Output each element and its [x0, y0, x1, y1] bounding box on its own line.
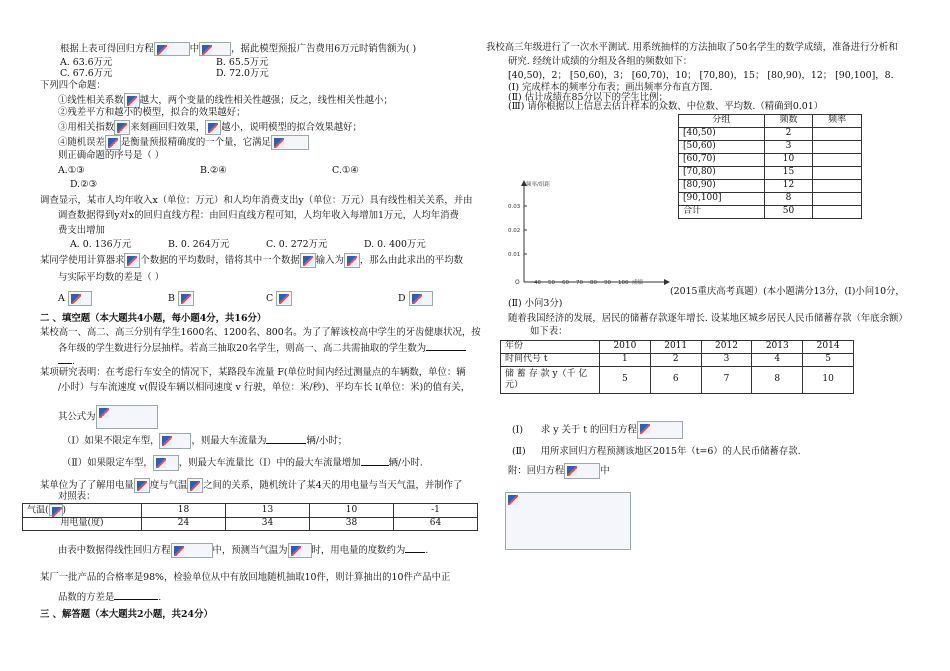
f2-line2: /小时）与车流速度 v(假设车辆以相同速度 v 行驶，单位：米/秒)、平均车长 l(单位：米)的值有关，: [58, 382, 471, 393]
x-axis-label: 成绩: [632, 280, 644, 286]
f1-line1: 某校高一、高二、高三分别有学生1600名、1200名、800名。为了了解该校高中学生的牙齿健康状况，按: [40, 327, 481, 338]
table-row: [501, 341, 854, 354]
table-row: [679, 180, 862, 193]
q1-option-a: A. 63.6万元: [60, 57, 113, 68]
table-cell: 3: [701, 354, 752, 367]
x-tick-label: 90: [604, 280, 611, 286]
table-cell: 2013: [752, 341, 803, 354]
q1-option-b: B. 65.5万元: [216, 57, 269, 68]
x-tick-label: 40: [534, 280, 541, 286]
savings-table: [500, 340, 854, 394]
p1-line3: [40,50)，2； [50,60)，3； [60,70)，10； [70,80)，15； [80,90)，12； [90,100]，8.: [508, 70, 894, 81]
q2-option-d: D.②③: [70, 179, 97, 190]
table-row: [501, 354, 854, 367]
p1-line1: 我校高三年级进行了一次水平测试. 用系统抽样的方法抽取了50名学生的数学成绩，准备进行分析和: [486, 42, 898, 53]
table-cell: 用电量(度): [23, 517, 142, 530]
q4-option-a: A: [58, 291, 92, 306]
formula-image-icon: [134, 478, 150, 493]
p2-line1: 随着我国经济的发展，居民的储蓄存款逐年增长. 设某地区城乡居民人民币储蓄存款（年底余额）: [508, 313, 908, 324]
table-cell: [813, 128, 862, 141]
q2-intro: 下列四个命题：: [40, 80, 106, 91]
q3-option-a: A. 0. 136万元: [70, 239, 132, 250]
q2-ask: 则正确命题的序号是（ ）: [58, 150, 165, 161]
frequency-table: [678, 114, 862, 219]
table-cell: [70,80): [679, 167, 765, 180]
table-cell: [813, 141, 862, 154]
table-cell: [813, 167, 862, 180]
formula-image-icon: [154, 42, 190, 56]
f3-line1: 某单位为了了解用电量 度与气温 之间的关系，随机统计了某4天的用电量与当天气温，并制作了: [40, 480, 463, 491]
f1-line3: .: [58, 354, 75, 368]
q3-line1: 调查显示，某市人均年收入x（单位：万元）和人均年消费支出y（单位：万元）具有线性相关关系，并由: [40, 195, 473, 206]
formula-image-icon: [409, 291, 433, 306]
table-cell: 10: [803, 367, 854, 394]
formula-image-icon: [171, 543, 213, 558]
q4-option-b: B: [168, 291, 194, 306]
table-row: [23, 517, 478, 530]
table-row: [23, 504, 478, 518]
table-cell: [80,90): [679, 180, 765, 193]
table-cell: 气温( ): [23, 504, 142, 518]
formula-image-icon: [49, 504, 63, 516]
table-cell: 时间代号 t: [501, 354, 600, 367]
q2-option-c: C.①④: [332, 165, 359, 176]
q3-line3: 费支出增加: [58, 225, 105, 236]
table-cell: 储 蓄 存 款 y（千 亿 元）: [501, 367, 600, 394]
f3-line2: 对照表：: [58, 491, 96, 502]
answer-blank[interactable]: [114, 590, 158, 600]
q2-option-a: A.①③: [58, 165, 85, 176]
table-cell: 2: [650, 354, 701, 367]
f2-sub2: （Ⅱ）如果限定车型， ，则最大车流量比（Ⅰ）中的最大车流量增加 辆/小时.: [62, 455, 423, 471]
f3-answer-line: 由表中数据得线性回归方程 中，预测当气温为 时，用电量的度数约为 .: [58, 545, 429, 556]
formula-image-icon: [205, 120, 221, 135]
q2-line1: ①线性相关系数 越大，两个变量的线性相关性越强；反之，线性相关性越小；: [58, 95, 393, 106]
table-cell: 18: [142, 504, 226, 518]
formula-image-icon: [96, 405, 158, 429]
f1-line2: 各年级的学生数进行分层抽样。若高三抽取20名学生，则高一、高二共需抽取的学生数为: [58, 341, 466, 355]
table-cell: 15: [764, 167, 813, 180]
table-cell: 13: [226, 504, 310, 518]
formula-image-icon: [288, 543, 312, 558]
q3-line2: 调查数据得到y对x的回归直线方程：由回归直线方程可知，人均年收入每增加1万元，人均年消费: [58, 210, 459, 221]
table-cell: 4: [752, 354, 803, 367]
y-axis-label: 频率/组距: [526, 182, 550, 188]
y-tick-label: 0.02: [508, 228, 521, 234]
q2-line2: ②残差平方和越小的模型，拟合的效果越好；: [58, 107, 246, 118]
p2-subscore: (Ⅱ) 小问3分): [508, 298, 563, 309]
table-row: [679, 128, 862, 141]
q2-line4: ④随机误差 是衡量预报精确度的一个量，它满足: [58, 135, 309, 150]
table-cell: [90,100]: [679, 193, 765, 206]
x-tick-label: 60: [562, 280, 569, 286]
origin-label: O: [515, 279, 520, 286]
table-cell: 2011: [650, 341, 701, 354]
table-cell: 1: [600, 354, 651, 367]
section-3-heading: 三 、解答题（本大题共2小题，共24分）: [40, 609, 213, 620]
table-row: [679, 167, 862, 180]
table-cell: 34: [226, 517, 310, 530]
table-cell: [60,70): [679, 154, 765, 167]
formula-image-icon: [505, 492, 631, 550]
formula-image-icon: [564, 463, 600, 479]
appendix-note: 附：回归方程 中: [508, 463, 610, 479]
p1-sub1: (Ⅰ) 完成样本的频率分布表；画出频率分布直方图.: [508, 82, 713, 93]
y-tick-label: 0.03: [508, 204, 521, 210]
table-header-cell: 频数: [764, 115, 813, 128]
table-cell: [813, 206, 862, 219]
q4-option-d: D: [398, 291, 433, 306]
table-row: [679, 193, 862, 206]
temperature-usage-table: [22, 503, 478, 531]
f2-line1: 某项研究表明：在考虑行车安全的情况下，某路段车流量 F(单位时间内经过测量点的车辆数，单位：辆: [40, 367, 466, 378]
table-cell: 5: [600, 367, 651, 394]
formula-image-icon: [178, 291, 194, 306]
table-cell: 年份: [501, 341, 600, 354]
table-header-row: [679, 115, 862, 128]
formula-image-icon: [637, 421, 683, 439]
table-cell: 5: [803, 354, 854, 367]
x-axis-arrow: [664, 279, 670, 285]
table-cell: 7: [701, 367, 752, 394]
table-cell: -1: [394, 504, 478, 518]
formula-image-icon: [124, 253, 140, 268]
table-cell: [50,60): [679, 141, 765, 154]
table-header-cell: 分组: [679, 115, 765, 128]
table-cell: 24: [142, 517, 226, 530]
x-tick-label: 70: [576, 280, 583, 286]
q3-option-b: B. 0. 264万元: [168, 239, 230, 250]
formula-image-icon: [153, 455, 179, 471]
formula-image-icon: [199, 42, 231, 56]
table-cell: 10: [310, 504, 394, 518]
q1-option-d: D. 72.0万元: [216, 68, 269, 79]
table-cell: 38: [310, 517, 394, 530]
q3-option-d: D. 0. 400万元: [364, 239, 426, 250]
table-cell: [813, 180, 862, 193]
p2-line2: 如下表：: [530, 326, 568, 337]
table-row: [679, 206, 862, 219]
table-cell: [40,50): [679, 128, 765, 141]
q4-line2: 与实际平均数的差是（ ）: [58, 272, 165, 283]
formula-image-icon: [124, 93, 140, 108]
formula-image-icon: [187, 478, 203, 493]
table-cell: 8: [752, 367, 803, 394]
f4-line1: 某厂一批产品的合格率是98%，检验单位从中有放回地随机抽取10件，则计算抽出的10件产品中正: [40, 572, 451, 583]
q2-option-b: B.②④: [200, 165, 227, 176]
formula-image-icon: [271, 135, 309, 150]
f4-line2: 品数的方差是 .: [58, 592, 162, 603]
table-row: [679, 154, 862, 167]
table-cell: 2014: [803, 341, 854, 354]
formula-image-icon: [68, 291, 92, 306]
q1-stem: 根据上表可得回归方程 中 ，据此模型预报广告费用6万元时销售额为( ): [60, 43, 417, 55]
table-cell: [813, 193, 862, 206]
table-cell: 2010: [600, 341, 651, 354]
answer-blank[interactable]: [266, 434, 306, 444]
x-tick-label: 100: [618, 280, 629, 286]
formula-image-icon: [300, 253, 316, 268]
p1-sub3: (Ⅲ) 请你根据以上信息去估计样本的众数、中位数、平均数.（精确到0.01）: [508, 101, 824, 112]
answer-blank[interactable]: [426, 341, 466, 351]
histogram-axes: [508, 176, 673, 294]
p1-line2: 研究. 经统计成绩的分组及各组的频数如下：: [508, 56, 693, 67]
table-row: [501, 367, 854, 394]
table-cell: 12: [764, 180, 813, 193]
answer-blank[interactable]: [361, 456, 389, 466]
table-cell: 合计: [679, 206, 765, 219]
table-cell: 50: [764, 206, 813, 219]
formula-image-icon: [114, 120, 130, 135]
f2-line3: 其公式为: [58, 405, 158, 429]
table-cell: 10: [764, 154, 813, 167]
table-header-cell: 频率: [813, 115, 862, 128]
answer-blank[interactable]: [58, 354, 72, 364]
q3-option-c: C. 0. 272万元: [266, 239, 328, 250]
formula-image-icon: [276, 291, 292, 306]
q2-line3: ③用相关指数 来刻画回归效果， 越小，说明模型的拟合效果越好；: [58, 122, 362, 133]
p2-question-1: (Ⅰ) 求 y 关于 t 的回归方程: [512, 421, 683, 439]
answer-blank[interactable]: [405, 543, 425, 553]
p1-sub2: (Ⅱ) 估计成绩在85分以下的学生比例；: [508, 92, 668, 103]
x-tick-label: 50: [548, 280, 555, 286]
q1-option-c: C. 67.6万元: [60, 68, 113, 79]
q4-option-c: C: [266, 291, 292, 306]
source-note: (2015重庆高考真题）(本小题满分13分，(Ⅰ)小问10分，: [670, 286, 905, 297]
table-cell: [813, 154, 862, 167]
x-tick-label: 80: [590, 280, 597, 286]
formula-image-icon: [159, 433, 191, 449]
table-cell: 3: [764, 141, 813, 154]
q4-line1: 某同学使用计算器求 个数据的平均数时，错将其中一个数据 输入为 ，那么由此求出的平均数: [40, 255, 464, 266]
table-cell: 64: [394, 517, 478, 530]
formula-image-icon: [344, 253, 360, 268]
y-tick-label: 0.01: [508, 252, 521, 258]
formula-image-icon: [105, 135, 121, 150]
f2-sub1: （Ⅰ）如果不限定车型， ，则最大车流量为 辆/小时；: [62, 433, 347, 449]
section-2-heading: 二 、填空题（本大题共4小题，每小题4分，共16分）: [40, 313, 267, 324]
table-cell: 2012: [701, 341, 752, 354]
table-cell: 8: [764, 193, 813, 206]
p2-question-2: (Ⅱ) 用所求回归方程预测该地区2015年（t=6）的人民币储蓄存款.: [512, 446, 801, 457]
table-cell: 2: [764, 128, 813, 141]
table-row: [679, 141, 862, 154]
table-cell: 6: [650, 367, 701, 394]
